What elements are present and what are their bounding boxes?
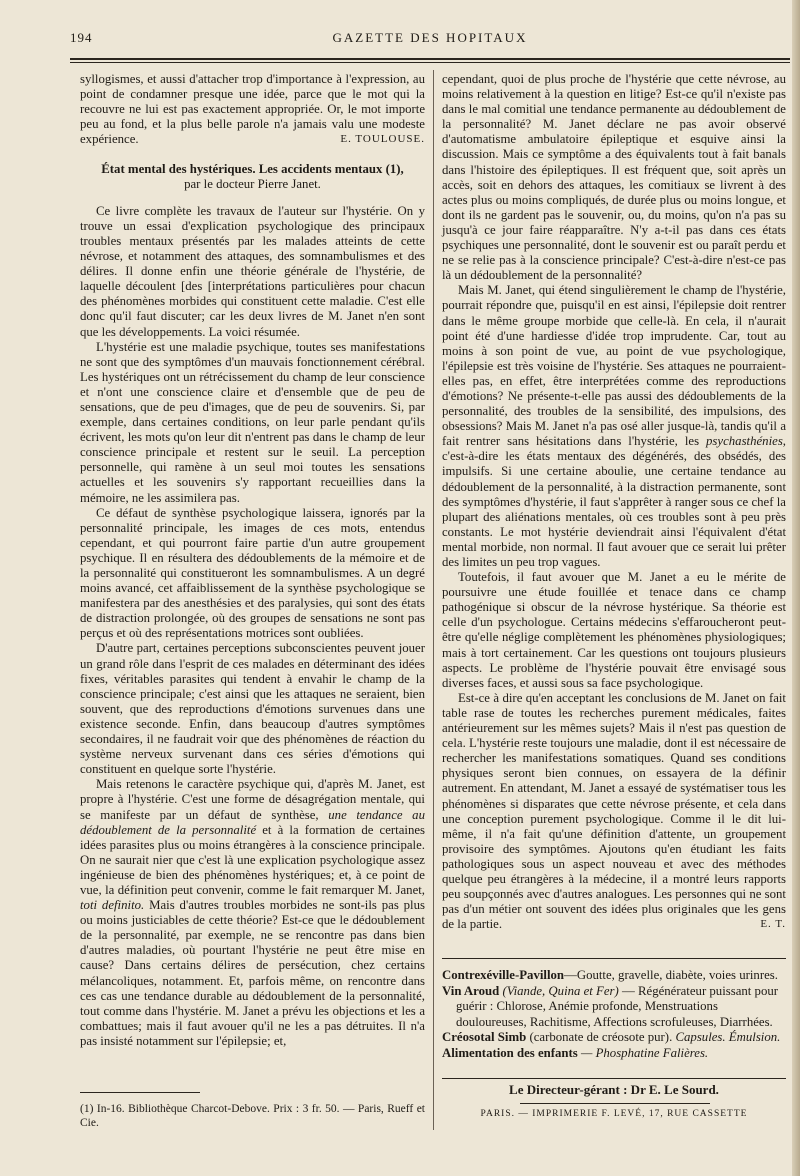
signature-et: E. T. xyxy=(760,918,786,931)
article-author: par le docteur Pierre Janet. xyxy=(184,176,321,191)
footnote-rule xyxy=(80,1092,200,1093)
paragraph: Ce livre complète les travaux de l'auteur sur l'hystérie. On y trouve un essai d'explication psychologique des principaux troubles mentaux présentés par les malades atteints de cette névrose, et notamment des attaques, des somnambulismes et des délires. Il donne enfin une théorie générale de l'hystérie, de laquelle découlent [des [interprétations particulières pour chacun des phénomènes morbides qui constituent cette maladie. C'est elle donc qu'il faut discuter; car les deux livres de M. Janet n'en sont que les développements. La voici résumée. xyxy=(80,203,425,339)
ads-rule xyxy=(442,958,786,959)
imprint-line: PARIS. — IMPRIMERIE F. LEVÉ, 17, RUE CASSETTE xyxy=(480,1109,748,1119)
ad-vin-aroud xyxy=(442,984,786,1031)
emphasis: une tendance au dédoublement de la personnalité xyxy=(80,807,425,837)
signature-toulouse: E. TOULOUSE. xyxy=(340,133,425,146)
page-header xyxy=(70,30,790,50)
column-divider xyxy=(433,70,434,1130)
right-column xyxy=(442,72,786,932)
paragraph: cependant, quoi de plus proche de l'hystérie que cette névrose, au moins relativement à la question en litige? Est-ce qu'il n'existe pas dans le mal comitial une tendance permanente au dédoublement de la personnalité? M. Janet déclare ne pas avoir observé d'automatisme ambulatoire épileptique et esquive ainsi la discussion. Mais ce symptôme a des équivalents tout à fait banals dans l'histoire des épileptiques. Il est fréquent que, soit après un accès, soit en dehors des attaques, les comitiaux se livrent à des actes plus ou moins compliqués, de durée plus ou moins longue, et dont ils ne gardent pas le souvenir, ou, du moins, qu'on n'a pas su jusqu'à ce jour faire réapparaître. N'y a-t-il pas dans ces états psychiques une personnalité, dont le souvenir est ou paraît perdu et ne se relie pas à la conscience principale? C'est-à-dire n'est-ce pas là un dédoublement de la personnalité? xyxy=(442,72,786,283)
ad-name: Créosotal Simb xyxy=(442,1030,527,1044)
paragraph: Ce défaut de synthèse psychologique laissera, ignorés par la personnalité principale, les images de ces mots, entendus cependant, et qui pourront faire partie d'un autre groupement psychique. Il en résultera des dédoublements de la mémoire et de la personnalité qui constitueront les somnambulismes. A un degré moins avancé, cet affaiblissement de la synthèse psychologique se manifestera par des anesthésies et des paralysies, qui sont des états de distraction prolongée, où des groupes de sensations ne sont pas perçus et où des représentations motrices sont oubliées. xyxy=(80,505,425,641)
ad-name: Vin Aroud xyxy=(442,983,500,998)
text-run: et à la formation de certaines idées parasites plus ou moins étrangères à la conscience principale. On ne saurait nier que c'est là une explication psychologique assez ingénieuse de bien des phénomènes hystériques; et, à ce point de vue, la définition peut convenir, comme le fait remarquer M. Janet, xyxy=(80,822,425,897)
header-rule-thin xyxy=(70,62,790,63)
advertisements xyxy=(442,968,786,1061)
ad-emphasis: (Viande, Quina et Fer) xyxy=(502,983,619,998)
ad-name: Contrexéville-Pavillon xyxy=(442,968,565,982)
emphasis: psychasthénies xyxy=(706,434,783,449)
paragraph: Est-ce à dire qu'en acceptant les conclusions de M. Janet on fait table rase de toutes les recherches purement médicales, faites antérieurement sur les mêmes sujets? Mais il n'est pas question de cela. L'hystérie reste toujours une maladie, dont il est nécessaire de rechercher les manifestations somatiques. Quand ses conditions physiques seront bien connues, on essayera de la définir autrement. En attendant, M. Janet a essayé de systématiser tous les phénomènes si disparates que cette névrose présente, et cela dans une conception purement psychologique. Comme il le dit lui-même, il n'a fait qu'une définition d'attente, un groupement provisoire des symptômes. Ajoutons qu'en étudiant les faits pathologiques sous un aspect nouveau et avec des méthodes quelque peu étrangères à la médecine, il a montré leurs rapports peu soupçonnés avec d'autres analogues. Les personnes qui ne sont pas d'un métier ont souvent des idées plus originales que les gens de la partie. xyxy=(442,690,786,932)
text-run: Mais retenons le caractère psychique qui, d'après M. Janet, est propre à l'hystérie. C'est une forme de désagrégation mentale, qui se manifeste par un défaut de synthèse, xyxy=(80,777,425,822)
paragraph: L'hystérie est une maladie psychique, toutes ses manifestations ne sont que des symptômes d'un mauvais fonctionnement cérébral. Les hystériques ont un rétrécissement du champ de leur conscience et n'ont une conscience claire et d'ensemble que de peu de sensations, que de peu d'images, que de peu de souvenirs. Si, par exemple, dans certaines conditions, on leur parle pendant qu'ils écrivent, les mots qu'on leur dit n'entrent pas dans le champ de leur conscience principale et restent sur le seuil. La perception personnelle, qui ramène à un seul moi toutes les sensations actuelles et les souvenirs s'y rapportant recueillies dans la mémoire, ne les assimilera pas. xyxy=(80,339,425,505)
article-heading xyxy=(80,162,425,192)
emphasis: toti definito. xyxy=(80,898,145,913)
text-run: , c'est-à-dire les états mentaux des dégénérés, des obsédés, des impulsifs. Si une certaine aboulie, une certaine tendance au dédoublement de la personnalité, à la distraction permanente, sont des symptômes d'hystérie, il faut s'apprêter à ranger sous ce chef la plupart des aliénations mentales, où ces troubles sont à peu près constants. Le mot hystérie deviendrait ainsi l'équivalent d'état mental morbide, non normal. Il faut avouer que ce serait lui prêter des limites un peu trop vagues. xyxy=(442,434,786,569)
running-title: GAZETTE DES HOPITAUX xyxy=(332,30,528,45)
ad-alimentation xyxy=(442,1046,786,1062)
paragraph xyxy=(80,777,425,1049)
paragraph: Toutefois, il faut avouer que M. Janet a eu le mérite de poursuivre une étude fouillée et tenace dans ce champ pathogénique si obscur de la névrose hystérique. Sa théorie est celle d'un psychologue. Certains médecins s'effaroucheront peut-être qu'elle néglige complètement les phénomènes physiologiques; mais à tort certainement. Car les questions ont toujours plusieurs aspects. Le problème de l'hystérie pouvait être envisagé sous diverses faces, et aussi sous sa face psychologique. xyxy=(442,570,786,690)
footnote: (1) In-16. Bibliothèque Charcot-Debove. Prix : 3 fr. 50. — Paris, Rueff et Cie. xyxy=(80,1103,425,1129)
page-edge xyxy=(792,0,800,1176)
director-line: Le Directeur-gérant : Dr E. Le Sourd. xyxy=(509,1082,719,1097)
ad-name: Alimentation des enfants xyxy=(442,1045,578,1060)
ad-text: —Goutte, gravelle, diabète, voies urinres. xyxy=(564,968,778,982)
ad-text: (carbonate de créosote pur). xyxy=(526,1030,676,1044)
paragraph: D'autre part, certaines perceptions subconscientes peuvent jouer un grand rôle dans l'esprit de ces malades en déterminant des idées fixes, véritables parasites qui tendent à envahir le champ de la conscience principale; c'est ainsi que les attaques ne seraient, bien souvent, que des reproductions d'émotions survenues dans une existence seconde. Enfin, dans beaucoup d'autres symptômes secondaires, il ne faudrait voir que des phénomènes de réaction du système nerveux survenant dans ces séries d'émotions qui constituent en quelque sorte l'hystérie. xyxy=(80,641,425,777)
text-run: Mais d'autres troubles morbides ne sont-ils pas plus ou moins justiciables de cette théorie? Est-ce que le dédoublement de la personnalité, par exemple, ne se rencontre pas dans bien d'autres maladies, où pourtant l'hystérie ne peut être mise en cause? Dans certains délires de persécution, chez certains mélancoliques, notamment. Et, parfois même, on rencontre dans ces cas une tendance durable au dédoublement de la personnalité, tout comme dans l'hystérie. M. Janet a prévu les objections et les a combattues; mais il faut avouer qu'il ne les a pas détruites. Il n'a pas insisté notamment sur l'épilepsie; et, xyxy=(80,898,425,1048)
director-rule xyxy=(520,1103,710,1104)
paragraph xyxy=(442,283,786,570)
ad-creosotal xyxy=(442,1030,786,1046)
header-rule xyxy=(70,58,790,60)
paragraph-intro: syllogismes, et aussi d'attacher trop d'importance à l'expression, au point de condamner presque une idée, parce que le mot qui la recouvre ne lui est pas exactement appropriée. Or, le mot importe peu au fond, et la plus belle parole n'a jamais valu une modeste expérience. xyxy=(80,72,425,147)
article-title: État mental des hystériques. Les accidents mentaux (1), xyxy=(101,161,404,176)
ad-contrexeville xyxy=(442,968,786,984)
left-column xyxy=(80,72,425,1049)
ad-emphasis: Capsules. Émulsion. xyxy=(675,1030,781,1044)
page-number: 194 xyxy=(70,30,93,45)
ad-text: — Régénérateur puissant pour guérir : Chlorose, Anémie profonde, Menstruations douloureuses, Rachitisme, Affections scrofuleuses, Diarrhées. xyxy=(456,983,779,1029)
text-run: Mais M. Janet, qui étend singulièrement le champ de l'hystérie, pourrait répondre que, puisqu'il en est ainsi, l'épilepsie doit rentrer dans le même groupe morbide que celle-là. En cela, il n'aurait point été d'une hardiesse d'idée trop imprudente. Car, tout au moins à son point de vue, au point de vue psychologique, l'épilepsie est très voisine de l'hystérie. Ses attaques ne pourraient-elles pas, en effet, être interprétées comme des reproductions d'émotions? Ne présente-t-elle pas aussi des dédoublements de la personnalité, des troubles de la sensibilité, des impulsions, des obsessions? Mais M. Janet n'a pas osé aller jusque-là, tandis qu'il a fait rentrer sans hésitations dans l'hystérie, les xyxy=(442,283,786,449)
ads-rule-bottom xyxy=(442,1078,786,1079)
ad-emphasis: — Phosphatine Falières. xyxy=(577,1045,709,1060)
